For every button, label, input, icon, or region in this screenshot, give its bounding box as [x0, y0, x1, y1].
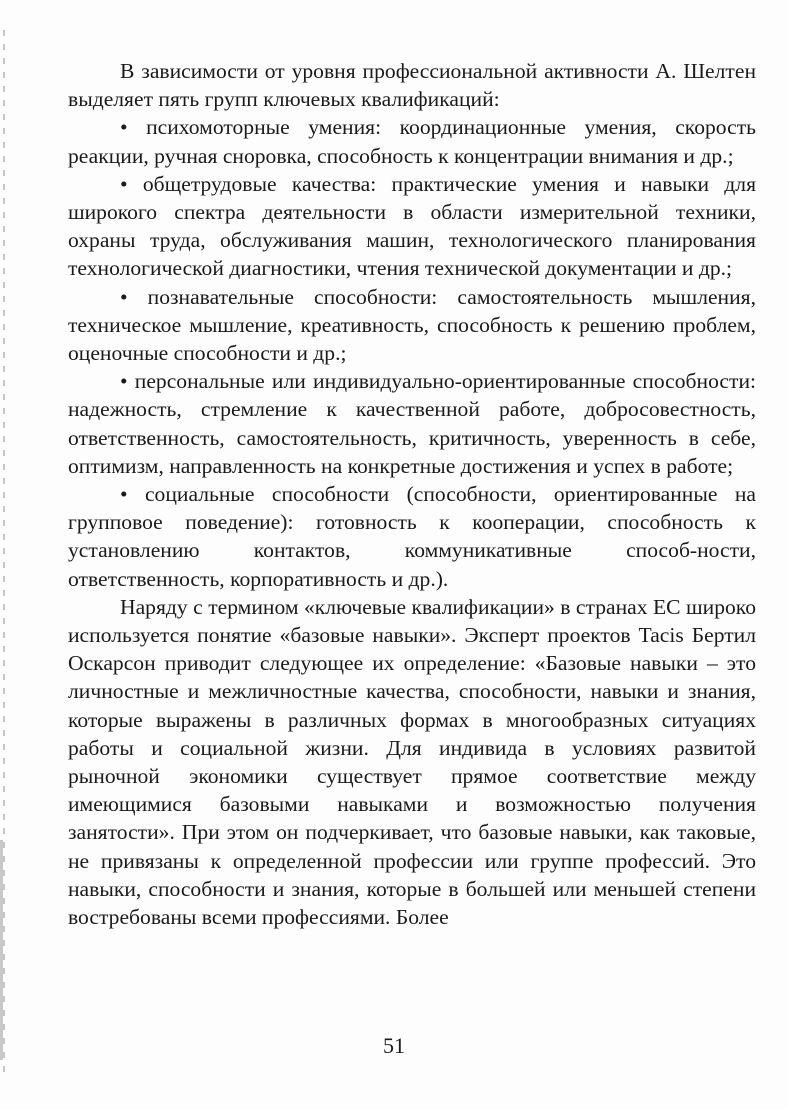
list-item-personal: • персональные или индивидуально-ориентированные способности: надежность, стремление к качественной работе, добросовестность, ответственность, самостоятельность, критичность, уверенность в себе, оптимизм, направленность на конкретные достижения и успех в работе; [68, 369, 756, 478]
document-body [68, 57, 756, 931]
list-item-social: • социальные способности (способности, ориентированные на групповое поведение): готовность к кооперации, способность к установлению контактов, коммуникативные способ-ности, ответственность, корпоративность и др.). [68, 482, 756, 591]
scan-edge-mark [3, 30, 5, 1080]
scan-edge-shadow [0, 840, 3, 1060]
page-number: 51 [383, 1033, 405, 1058]
list-item-general-labor: • общетрудовые качества: практические умения и навыки для широкого спектра деятельности в области измерительной техники, охраны труда, обслуживания машин, технологического планирования технологической диагностики, чтения технической документации и др.; [68, 171, 756, 281]
paragraph-intro: В зависимости от уровня профессиональной активности А. Шелтен выделяет пять групп ключевых квалификаций: [68, 59, 756, 112]
list-item-cognitive: • познавательные способности: самостоятельность мышления, техническое мышление, креативность, способность к решению проблем, оценочные способности и др.; [68, 284, 756, 366]
list-item-psychomotor: • психомоторные умения: координационные умения, скорость реакции, ручная сноровка, способность к концентрации внимания и др.; [68, 115, 756, 168]
paragraph-basic-skills: Наряду с термином «ключевые квалификации» в странах ЕС широко используется понятие «базовые навыки». Эксперт проектов Tacis Бертил Оскарсон приводит следующее их определение: «Базовые навыки – это личностные и межличностные качества, способности, навыки и знания, которые выражены в различных формах в многообразных ситуациях работы и социальной жизни. Для индивида в условиях развитой рыночной экономики существует прямое соответствие между имеющимися базовыми навыками и возможностью получения занятости». При этом он подчеркивает, что базовые навыки, как таковые, не привязаны к определенной профессии или группе профессий. Это навыки, способности и знания, которые в большей или меньшей степени востребованы всеми профессиями. Более [68, 594, 756, 930]
